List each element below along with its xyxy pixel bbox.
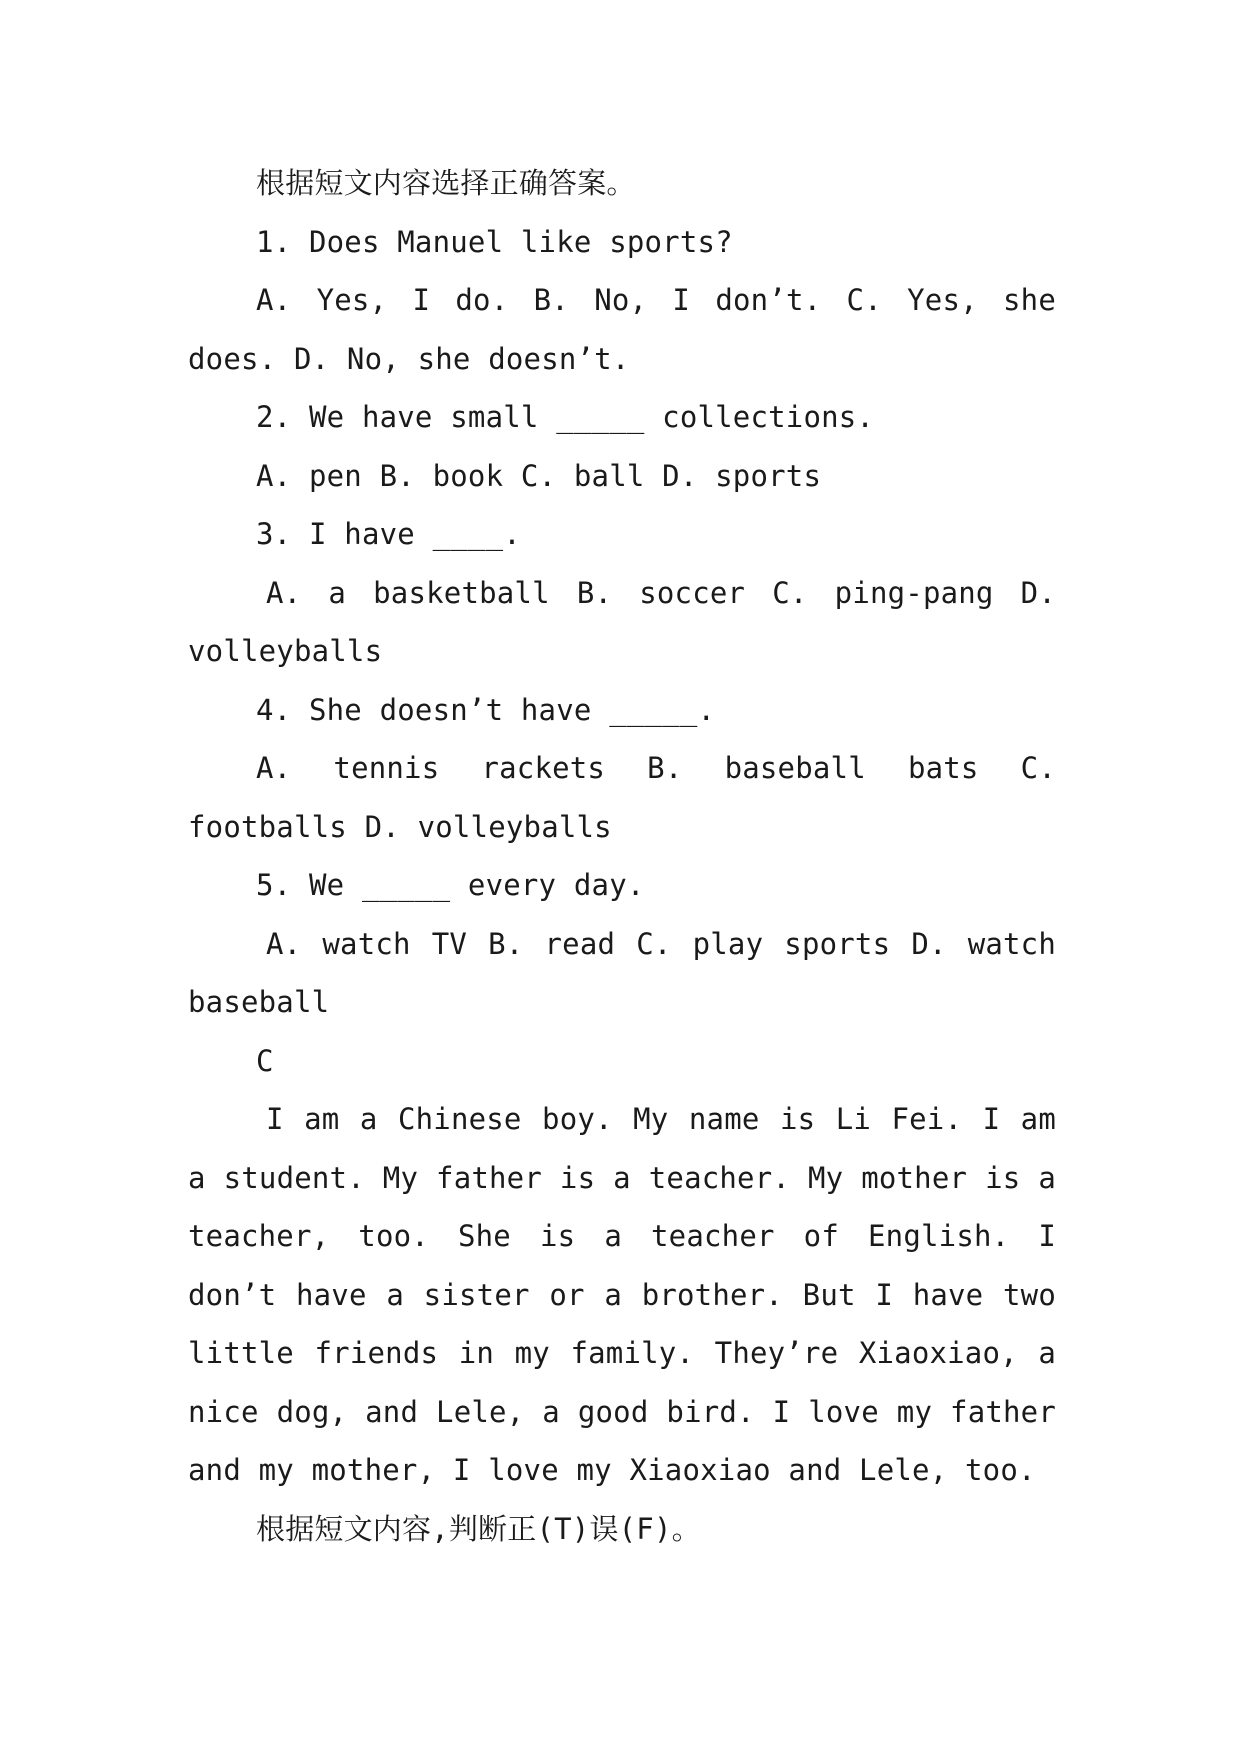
instruction-choose: 根据短文内容选择正确答案。 [256,166,636,200]
question-1-options: A. Yes, I do. B. No, I don’t. C. Yes, she does. D. No, she doesn’t. [188,283,1056,376]
document-body [188,154,1056,1558]
instruction-true-false: 根据短文内容,判断正(T)误(F)。 [256,1511,701,1546]
question-4-options: A. tennis rackets B. baseball bats C. footballs D. volleyballs [188,751,1056,844]
section-c-heading: C [256,1043,274,1078]
passage-c: I am a Chinese boy. My name is Li Fei. I am a student. My father is a teacher. My mother is a teacher, too. She is a teacher of English. I don’t have a sister or a brother. But I have two little friends in my family. They’re Xiaoxiao, a nice dog, and Lele, a good bird. I love my father and my mother, I love my Xiaoxiao and Lele, too. [188,1102,1056,1487]
question-5-options: A. watch TV B. read C. play sports D. watch baseball [188,926,1056,1019]
question-4: 4. She doesn’t have _____. [256,692,716,727]
question-2: 2. We have small _____ collections. [256,400,875,434]
question-2-options: A. pen B. book C. ball D. sports [256,458,822,493]
question-3-options: A. a basketball B. soccer C. ping-pang D. volleyballs [188,575,1056,668]
question-1: 1. Does Manuel like sports? [256,224,733,259]
question-3: 3. I have ____. [256,517,521,551]
question-5: 5. We _____ every day. [256,868,645,902]
